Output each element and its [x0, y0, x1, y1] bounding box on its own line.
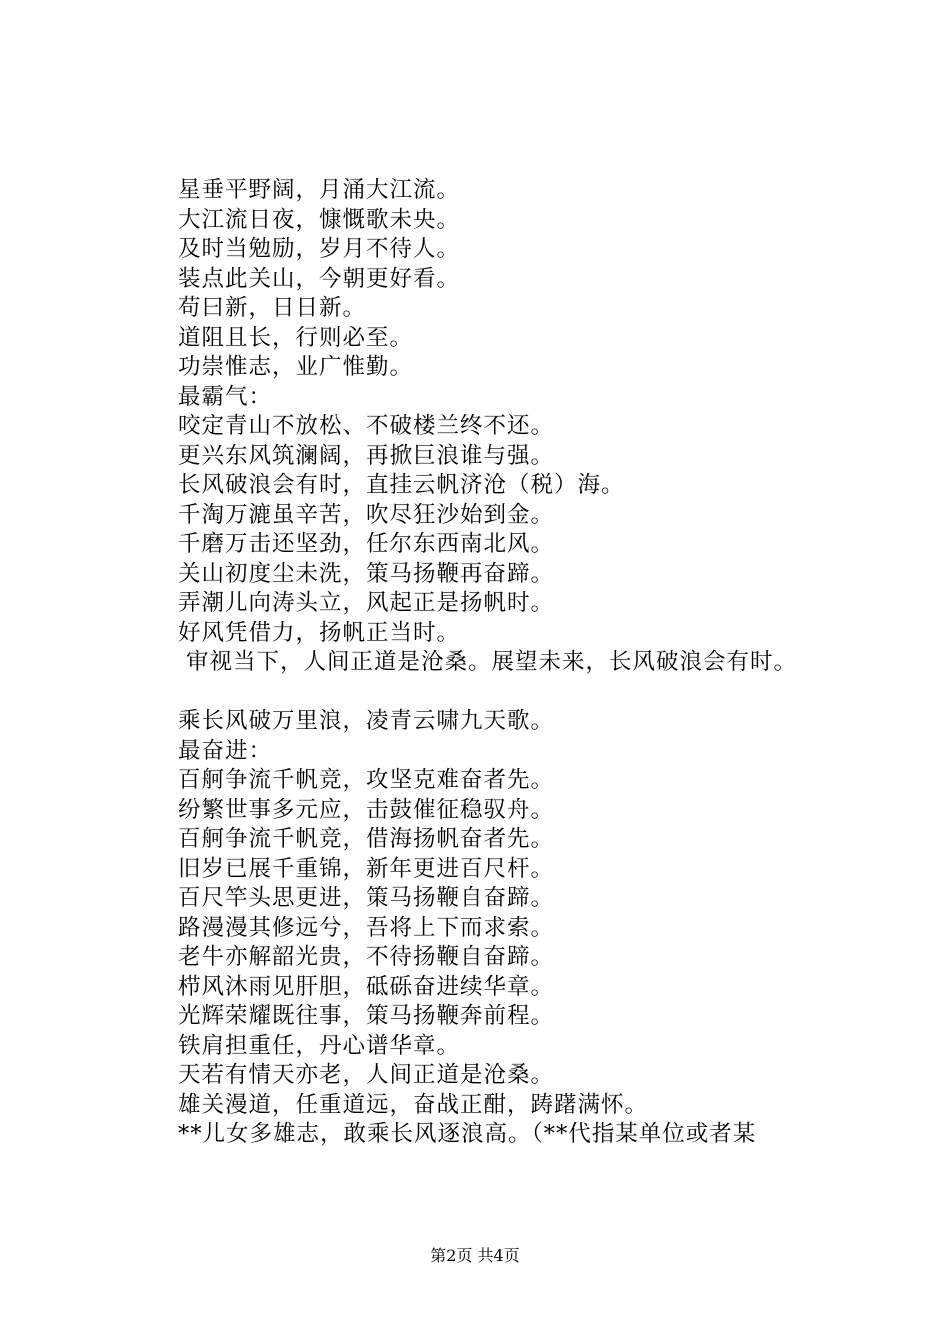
text-line: 老牛亦解韶光贵，不待扬鞭自奋蹄。 — [178, 944, 555, 970]
text-line: 铁肩担重任，丹心谱华章。 — [178, 1032, 461, 1059]
page-number-footer: 第2页 共4页 — [430, 1246, 520, 1265]
text-line: 纷繁世事多元应，击鼓催征稳驭舟。 — [178, 796, 555, 823]
text-line: 关山初度尘未洗，策马扬鞭再奋蹄。 — [178, 560, 555, 587]
text-line: 更兴东风筑澜阔，再掀巨浪谁与强。 — [178, 442, 555, 469]
text-line: 审视当下，人间正道是沧桑。展望未来，长风破浪会有时。 — [186, 649, 798, 675]
text-line: 好风凭借力，扬帆正当时。 — [178, 619, 461, 646]
text-line: 长风破浪会有时，直挂云帆济沧（税）海。 — [178, 472, 625, 498]
document-body — [178, 176, 918, 1150]
text-line: 旧岁已展千重锦，新年更进百尺杆。 — [178, 855, 555, 882]
blank-line — [178, 678, 918, 708]
text-line: 天若有情天亦老，人间正道是沧桑。 — [178, 1062, 555, 1088]
text-line: 咬定青山不放松、不破楼兰终不还。 — [178, 413, 555, 439]
text-line: 及时当勉励，岁月不待人。 — [178, 236, 461, 262]
section-heading: 最霸气： — [178, 383, 273, 410]
text-line: 光辉荣耀既往事，策马扬鞭奔前程。 — [178, 1003, 555, 1029]
text-line: 弄潮儿向涛头立，风起正是扬帆时。 — [178, 590, 555, 616]
text-line: 千淘万漉虽辛苦，吹尽狂沙始到金。 — [178, 501, 555, 528]
text-line: 装点此关山，今朝更好看。 — [178, 265, 461, 292]
text-line: 百尺竿头思更进，策马扬鞭自奋蹄。 — [178, 885, 555, 911]
text-line: **儿女多雄志，敢乘长风逐浪高。（**代指某单位或者某 — [178, 1121, 757, 1147]
text-line: 大江流日夜，慷慨歌未央。 — [178, 206, 461, 233]
text-line: 星垂平野阔，月涌大江流。 — [178, 177, 461, 203]
text-line: 百舸争流千帆竞，借海扬帆奋者先。 — [178, 826, 555, 852]
section-heading: 最奋进： — [178, 737, 273, 764]
text-line: 道阻且长，行则必至。 — [178, 324, 414, 351]
text-line: 栉风沐雨见肝胆，砥砾奋进续华章。 — [178, 973, 555, 1000]
text-line: 路漫漫其修远兮，吾将上下而求索。 — [178, 914, 555, 941]
text-line: 千磨万击还坚劲，任尔东西南北风。 — [178, 531, 555, 557]
text-line: 百舸争流千帆竞，攻坚克难奋者先。 — [178, 767, 555, 793]
text-line: 功崇惟志，业广惟勤。 — [178, 354, 414, 380]
text-line: 苟曰新，日日新。 — [178, 295, 367, 321]
text-line: 乘长风破万里浪，凌青云啸九天歌。 — [178, 708, 555, 734]
text-line: 雄关漫道，任重道远，奋战正酣，踌躇满怀。 — [178, 1091, 649, 1118]
